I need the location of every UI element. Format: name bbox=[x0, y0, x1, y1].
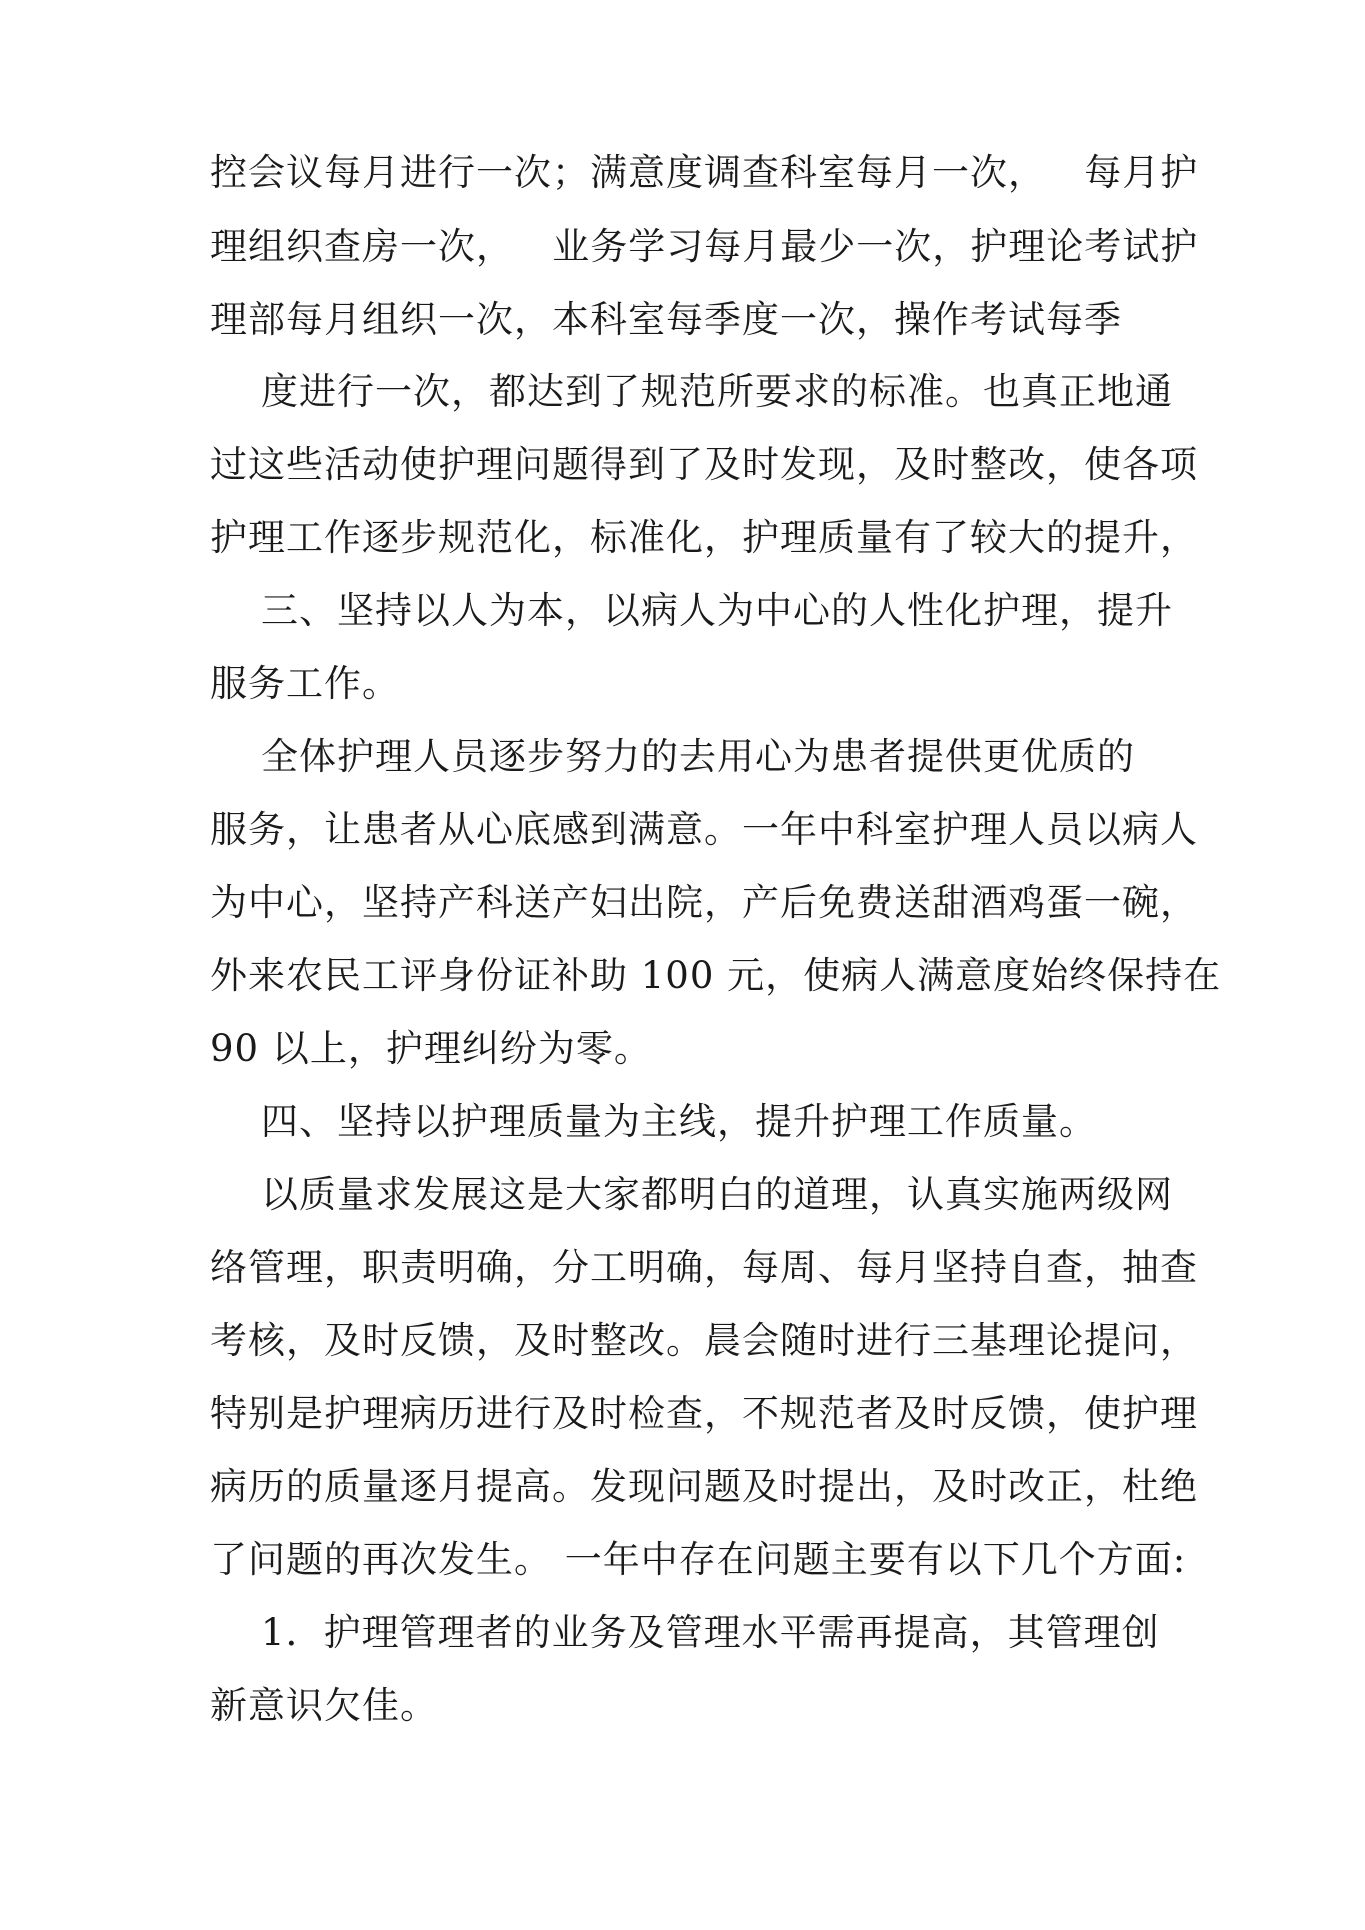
text-line: 度进行一次，都达到了规范所要求的标准。也真正地通 bbox=[210, 370, 1174, 413]
text-line: 理组织查房一次， 业务学习每月最少一次，护理论考试护 bbox=[210, 225, 1199, 268]
text-line: 病历的质量逐月提高。发现问题及时提出，及时改正，杜绝 bbox=[210, 1465, 1198, 1508]
section-heading: 四、坚持以护理质量为主线，提升护理工作质量。 bbox=[210, 1100, 1098, 1143]
text-line: 考核，及时反馈，及时整改。晨会随时进行三基理论提问， bbox=[210, 1319, 1198, 1362]
text-line: 过这些活动使护理问题得到了及时发现，及时整改，使各项 bbox=[210, 443, 1198, 486]
text-line: 外来农民工评身份证补助 100 元，使病人满意度始终保持在 bbox=[210, 954, 1222, 997]
text-line: 络管理，职责明确，分工明确，每周、每月坚持自查，抽查 bbox=[210, 1246, 1198, 1289]
text-line: 特别是护理病历进行及时检查，不规范者及时反馈，使护理 bbox=[210, 1392, 1198, 1435]
text-line: 护理工作逐步规范化，标准化，护理质量有了较大的提升， bbox=[210, 516, 1198, 559]
text-line: 控会议每月进行一次；满意度调查科室每月一次， 每月护 bbox=[210, 151, 1199, 194]
text-line: 90 以上，护理纠纷为零。 bbox=[210, 1027, 652, 1070]
text-line: 理部每月组织一次，本科室每季度一次，操作考试每季 bbox=[210, 298, 1122, 341]
text-line: 全体护理人员逐步努力的去用心为患者提供更优质的 bbox=[210, 735, 1136, 778]
text-line: 以质量求发展这是大家都明白的道理，认真实施两级网 bbox=[210, 1173, 1174, 1216]
list-item: 1．护理管理者的业务及管理水平需再提高，其管理创 bbox=[210, 1611, 1160, 1654]
text-line: 了问题的再次发生。 一年中存在问题主要有以下几个方面: bbox=[210, 1538, 1187, 1581]
text-line: 新意识欠佳。 bbox=[210, 1684, 438, 1727]
section-heading: 三、坚持以人为本，以病人为中心的人性化护理，提升 bbox=[210, 589, 1174, 632]
text-line: 为中心，坚持产科送产妇出院，产后免费送甜酒鸡蛋一碗， bbox=[210, 881, 1198, 924]
text-line: 服务工作。 bbox=[210, 662, 400, 705]
text-line: 服务，让患者从心底感到满意。一年中科室护理人员以病人 bbox=[210, 808, 1198, 851]
